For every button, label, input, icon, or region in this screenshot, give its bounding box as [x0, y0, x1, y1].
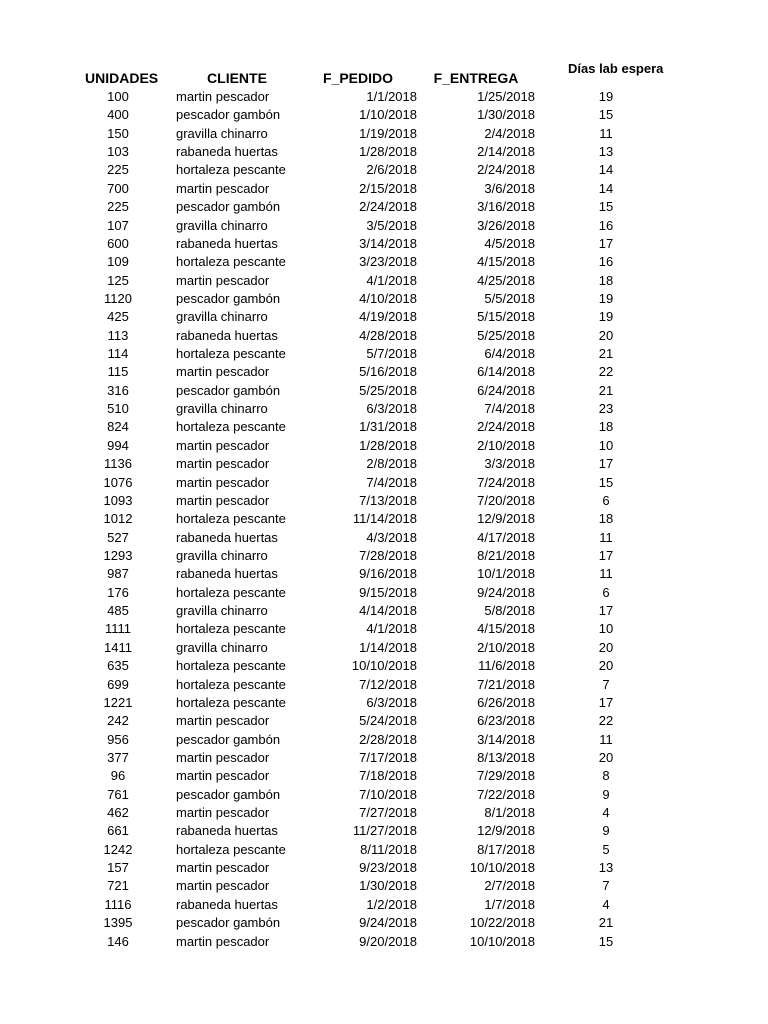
- table-row: [0, 529, 768, 547]
- table-row: [0, 125, 768, 143]
- cell-f-pedido: 9/15/2018: [359, 584, 417, 600]
- cell-f-entrega: 7/20/2018: [477, 492, 535, 508]
- cell-f-pedido: 11/27/2018: [352, 823, 417, 839]
- cell-unidades: 510: [107, 401, 129, 417]
- cell-f-pedido: 1/28/2018: [359, 437, 417, 453]
- cell-f-pedido: 3/23/2018: [359, 254, 417, 270]
- cell-dias-lab-espera: 19: [598, 89, 614, 104]
- cell-unidades: 1116: [104, 896, 132, 912]
- cell-cliente: hortaleza pescante: [176, 254, 286, 270]
- cell-dias-lab-espera: 11: [599, 566, 613, 582]
- cell-dias-lab-espera: 9: [602, 823, 610, 839]
- cell-f-pedido: 5/25/2018: [359, 382, 417, 398]
- cell-unidades: 176: [107, 584, 129, 600]
- cell-f-pedido: 1/19/2018: [359, 125, 417, 141]
- cell-dias-lab-espera: 10: [598, 437, 614, 453]
- cell-unidades: 1076: [103, 474, 133, 490]
- cell-dias-lab-espera: 17: [598, 603, 614, 619]
- cell-f-entrega: 8/13/2018: [477, 749, 535, 765]
- cell-f-pedido: 1/28/2018: [359, 144, 417, 160]
- cell-unidades: 107: [107, 217, 129, 233]
- cell-f-pedido: 1/2/2018: [366, 896, 417, 912]
- cell-unidades: 225: [107, 199, 129, 215]
- cell-f-pedido: 4/3/2018: [366, 529, 417, 545]
- cell-dias-lab-espera: 17: [598, 456, 614, 472]
- table-row: [0, 492, 768, 510]
- table-row: [0, 161, 768, 179]
- cell-cliente: pescador gambón: [176, 382, 281, 398]
- cell-cliente: pescador gambón: [176, 290, 281, 306]
- table-row: [0, 694, 768, 712]
- cell-f-entrega: 5/25/2018: [477, 327, 535, 343]
- table-row: [0, 712, 768, 730]
- cell-cliente: martin pescador: [176, 805, 270, 821]
- cell-cliente: hortaleza pescante: [176, 162, 286, 178]
- cell-cliente: pescador gambón: [176, 731, 281, 747]
- cell-f-pedido: 11/14/2018: [352, 511, 417, 527]
- table-row: [0, 106, 768, 124]
- cell-f-entrega: 2/10/2018: [477, 437, 535, 453]
- cell-f-entrega: 4/5/2018: [484, 235, 535, 251]
- cell-f-entrega: 1/30/2018: [477, 107, 535, 123]
- cell-f-entrega: 6/24/2018: [477, 382, 535, 398]
- cell-f-pedido: 4/28/2018: [359, 327, 417, 343]
- table-row: [0, 565, 768, 583]
- cell-f-entrega: 7/29/2018: [477, 768, 535, 784]
- cell-unidades: 242: [107, 713, 129, 729]
- cell-dias-lab-espera: 14: [598, 180, 614, 196]
- cell-f-pedido: 4/19/2018: [359, 309, 417, 325]
- cell-f-entrega: 4/15/2018: [477, 254, 535, 270]
- cell-cliente: martin pescador: [176, 492, 270, 508]
- cell-unidades: 103: [107, 144, 129, 160]
- cell-dias-lab-espera: 6: [602, 492, 610, 508]
- cell-cliente: rabaneda huertas: [176, 566, 278, 582]
- cell-unidades: 462: [107, 805, 129, 821]
- table-row: [0, 290, 768, 308]
- cell-dias-lab-espera: 15: [598, 199, 614, 215]
- cell-cliente: martin pescador: [176, 713, 270, 729]
- cell-cliente: martin pescador: [176, 437, 270, 453]
- cell-unidades: 721: [107, 878, 129, 894]
- cell-unidades: 1120: [104, 290, 132, 306]
- cell-f-entrega: 1/25/2018: [477, 89, 535, 104]
- cell-dias-lab-espera: 17: [598, 235, 614, 251]
- cell-dias-lab-espera: 15: [598, 474, 614, 490]
- table-row: [0, 253, 768, 271]
- cell-unidades: 635: [107, 658, 129, 674]
- cell-cliente: gravilla chinarro: [176, 547, 268, 563]
- cell-f-pedido: 2/8/2018: [366, 456, 417, 472]
- cell-cliente: rabaneda huertas: [176, 529, 278, 545]
- cell-f-pedido: 2/15/2018: [359, 180, 417, 196]
- cell-f-entrega: 10/1/2018: [477, 566, 535, 582]
- cell-dias-lab-espera: 15: [598, 107, 614, 123]
- header-f-entrega: F_ENTREGA: [433, 70, 519, 86]
- header-unidades: UNIDADES: [85, 70, 159, 86]
- cell-f-entrega: 6/4/2018: [484, 346, 535, 362]
- cell-dias-lab-espera: 13: [598, 860, 614, 876]
- cell-f-entrega: 10/10/2018: [469, 933, 535, 949]
- cell-f-entrega: 6/23/2018: [477, 713, 535, 729]
- cell-f-pedido: 7/13/2018: [359, 492, 417, 508]
- cell-cliente: rabaneda huertas: [176, 823, 278, 839]
- table-row: [0, 400, 768, 418]
- cell-unidades: 994: [107, 437, 129, 453]
- cell-unidades: 1293: [103, 547, 133, 563]
- cell-f-pedido: 2/24/2018: [359, 199, 417, 215]
- table-row: [0, 877, 768, 895]
- table-row: [0, 547, 768, 565]
- cell-dias-lab-espera: 16: [598, 254, 614, 270]
- cell-unidades: 114: [107, 346, 129, 362]
- cell-cliente: hortaleza pescante: [176, 584, 286, 600]
- cell-f-pedido: 2/6/2018: [366, 162, 417, 178]
- cell-f-entrega: 3/3/2018: [484, 456, 535, 472]
- cell-dias-lab-espera: 14: [598, 162, 614, 178]
- cell-f-entrega: 5/5/2018: [484, 290, 535, 306]
- cell-unidades: 1221: [103, 694, 133, 710]
- cell-unidades: 425: [107, 309, 129, 325]
- cell-dias-lab-espera: 13: [598, 144, 614, 160]
- cell-unidades: 600: [107, 235, 129, 251]
- table-row: [0, 143, 768, 161]
- cell-cliente: hortaleza pescante: [176, 621, 286, 637]
- cell-cliente: martin pescador: [176, 456, 270, 472]
- cell-cliente: martin pescador: [176, 89, 270, 104]
- cell-f-entrega: 2/14/2018: [477, 144, 535, 160]
- table-row: [0, 896, 768, 914]
- cell-dias-lab-espera: 21: [598, 382, 614, 398]
- table-row: [0, 235, 768, 253]
- cell-dias-lab-espera: 18: [598, 272, 614, 288]
- table-row: [0, 731, 768, 749]
- table-row: [0, 418, 768, 436]
- cell-cliente: hortaleza pescante: [176, 346, 286, 362]
- table-row: [0, 933, 768, 951]
- cell-f-entrega: 1/7/2018: [484, 896, 535, 912]
- table-row: [0, 584, 768, 602]
- cell-f-pedido: 4/10/2018: [359, 290, 417, 306]
- cell-cliente: martin pescador: [176, 933, 270, 949]
- cell-f-pedido: 9/16/2018: [359, 566, 417, 582]
- cell-dias-lab-espera: 15: [598, 933, 614, 949]
- table-row: [0, 327, 768, 345]
- cell-cliente: martin pescador: [176, 768, 270, 784]
- cell-unidades: 1242: [103, 841, 133, 857]
- table-row: [0, 786, 768, 804]
- cell-f-pedido: 9/20/2018: [359, 933, 417, 949]
- table-row: [0, 272, 768, 290]
- cell-unidades: 157: [107, 860, 129, 876]
- cell-cliente: martin pescador: [176, 749, 270, 765]
- table-row: [0, 382, 768, 400]
- cell-dias-lab-espera: 19: [598, 309, 614, 325]
- cell-f-entrega: 12/9/2018: [477, 823, 535, 839]
- table-row: [0, 88, 768, 106]
- cell-unidades: 700: [107, 180, 129, 196]
- cell-cliente: martin pescador: [176, 474, 270, 490]
- cell-f-pedido: 9/23/2018: [359, 860, 417, 876]
- cell-unidades: 225: [107, 162, 129, 178]
- cell-cliente: gravilla chinarro: [176, 639, 268, 655]
- cell-f-pedido: 1/30/2018: [359, 878, 417, 894]
- cell-f-entrega: 3/16/2018: [477, 199, 535, 215]
- cell-unidades: 956: [107, 731, 129, 747]
- cell-unidades: 1012: [103, 511, 133, 527]
- cell-f-entrega: 4/15/2018: [477, 621, 535, 637]
- cell-dias-lab-espera: 20: [598, 327, 614, 343]
- cell-cliente: gravilla chinarro: [176, 309, 268, 325]
- cell-dias-lab-espera: 20: [598, 749, 614, 765]
- cell-f-entrega: 10/10/2018: [469, 860, 535, 876]
- cell-cliente: hortaleza pescante: [176, 658, 286, 674]
- table-row: [0, 914, 768, 932]
- header-dias-lab-espera: Días lab espera: [568, 61, 664, 76]
- cell-f-entrega: 8/17/2018: [477, 841, 535, 857]
- cell-unidades: 485: [107, 603, 129, 619]
- cell-f-pedido: 1/31/2018: [359, 419, 417, 435]
- cell-f-pedido: 7/18/2018: [359, 768, 417, 784]
- cell-f-pedido: 3/14/2018: [359, 235, 417, 251]
- cell-dias-lab-espera: 7: [602, 676, 610, 692]
- cell-f-entrega: 12/9/2018: [477, 511, 535, 527]
- cell-unidades: 1111: [104, 621, 132, 637]
- cell-f-pedido: 3/5/2018: [366, 217, 417, 233]
- cell-unidades: 109: [107, 254, 129, 270]
- cell-f-entrega: 7/4/2018: [484, 401, 535, 417]
- table-row: [0, 767, 768, 785]
- table-row: [0, 822, 768, 840]
- cell-cliente: pescador gambón: [176, 107, 281, 123]
- cell-dias-lab-espera: 4: [602, 805, 610, 821]
- cell-unidades: 146: [107, 933, 129, 949]
- cell-f-pedido: 7/27/2018: [359, 805, 417, 821]
- table-row: [0, 510, 768, 528]
- cell-f-entrega: 3/26/2018: [477, 217, 535, 233]
- table-row: [0, 363, 768, 381]
- table-row: [0, 859, 768, 877]
- cell-f-pedido: 7/4/2018: [366, 474, 417, 490]
- cell-unidades: 1411: [104, 639, 132, 655]
- cell-f-pedido: 4/1/2018: [366, 621, 417, 637]
- cell-cliente: martin pescador: [176, 180, 270, 196]
- cell-cliente: pescador gambón: [176, 786, 281, 802]
- cell-f-entrega: 4/25/2018: [477, 272, 535, 288]
- cell-dias-lab-espera: 16: [598, 217, 614, 233]
- cell-unidades: 527: [107, 529, 129, 545]
- cell-cliente: gravilla chinarro: [176, 217, 268, 233]
- cell-dias-lab-espera: 17: [598, 547, 614, 563]
- cell-unidades: 377: [107, 749, 129, 765]
- cell-f-entrega: 7/24/2018: [477, 474, 535, 490]
- cell-f-entrega: 3/14/2018: [477, 731, 535, 747]
- cell-cliente: hortaleza pescante: [176, 511, 286, 527]
- cell-f-entrega: 4/17/2018: [477, 529, 535, 545]
- table-row: [0, 620, 768, 638]
- table-body: [0, 88, 768, 951]
- cell-f-entrega: 8/1/2018: [484, 805, 535, 821]
- cell-cliente: gravilla chinarro: [176, 125, 268, 141]
- cell-unidades: 661: [107, 823, 129, 839]
- table-row: [0, 217, 768, 235]
- cell-cliente: rabaneda huertas: [176, 144, 278, 160]
- cell-cliente: martin pescador: [176, 272, 270, 288]
- cell-unidades: 1136: [104, 456, 132, 472]
- cell-cliente: martin pescador: [176, 364, 270, 380]
- table-row: [0, 474, 768, 492]
- cell-unidades: 115: [107, 364, 129, 380]
- cell-f-entrega: 2/24/2018: [477, 419, 535, 435]
- table-row: [0, 455, 768, 473]
- cell-unidades: 113: [107, 327, 129, 343]
- cell-unidades: 824: [107, 419, 129, 435]
- cell-dias-lab-espera: 20: [598, 658, 614, 674]
- cell-f-pedido: 9/24/2018: [359, 915, 417, 931]
- cell-dias-lab-espera: 18: [598, 419, 614, 435]
- cell-f-pedido: 2/28/2018: [359, 731, 417, 747]
- cell-cliente: gravilla chinarro: [176, 603, 268, 619]
- cell-f-pedido: 4/1/2018: [366, 272, 417, 288]
- table-row: [0, 676, 768, 694]
- cell-f-pedido: 1/14/2018: [359, 639, 417, 655]
- cell-cliente: pescador gambón: [176, 199, 281, 215]
- cell-dias-lab-espera: 4: [602, 896, 610, 912]
- cell-unidades: 96: [110, 768, 126, 784]
- cell-cliente: gravilla chinarro: [176, 401, 268, 417]
- cell-dias-lab-espera: 22: [598, 713, 614, 729]
- cell-f-entrega: 6/14/2018: [477, 364, 535, 380]
- table-row: [0, 180, 768, 198]
- cell-cliente: hortaleza pescante: [176, 419, 286, 435]
- table-row: [0, 639, 768, 657]
- cell-dias-lab-espera: 19: [598, 290, 614, 306]
- cell-dias-lab-espera: 10: [598, 621, 614, 637]
- cell-f-pedido: 6/3/2018: [366, 401, 417, 417]
- cell-dias-lab-espera: 18: [598, 511, 614, 527]
- cell-dias-lab-espera: 8: [602, 768, 610, 784]
- cell-dias-lab-espera: 21: [598, 346, 614, 362]
- table-row: [0, 657, 768, 675]
- cell-f-entrega: 7/22/2018: [477, 786, 535, 802]
- cell-f-entrega: 9/24/2018: [477, 584, 535, 600]
- cell-cliente: hortaleza pescante: [176, 841, 286, 857]
- cell-f-entrega: 7/21/2018: [477, 676, 535, 692]
- cell-dias-lab-espera: 9: [602, 786, 610, 802]
- cell-unidades: 987: [107, 566, 129, 582]
- table-row: [0, 437, 768, 455]
- cell-unidades: 316: [107, 382, 129, 398]
- cell-f-pedido: 8/11/2018: [360, 841, 417, 857]
- table-row: [0, 345, 768, 363]
- table-row: [0, 198, 768, 216]
- cell-f-pedido: 7/28/2018: [359, 547, 417, 563]
- cell-unidades: 761: [107, 786, 129, 802]
- cell-dias-lab-espera: 20: [598, 639, 614, 655]
- cell-cliente: pescador gambón: [176, 915, 281, 931]
- cell-f-pedido: 5/16/2018: [359, 364, 417, 380]
- cell-dias-lab-espera: 11: [599, 125, 613, 141]
- table-row: [0, 602, 768, 620]
- table-row: [0, 749, 768, 767]
- cell-f-pedido: 7/10/2018: [359, 786, 417, 802]
- cell-dias-lab-espera: 22: [598, 364, 614, 380]
- cell-unidades: 699: [107, 676, 129, 692]
- cell-f-pedido: 1/10/2018: [359, 107, 417, 123]
- cell-cliente: hortaleza pescante: [176, 694, 286, 710]
- table-row: [0, 804, 768, 822]
- cell-f-pedido: 5/24/2018: [359, 713, 417, 729]
- cell-cliente: rabaneda huertas: [176, 235, 278, 251]
- cell-unidades: 100: [107, 89, 129, 104]
- cell-unidades: 400: [107, 107, 129, 123]
- cell-f-entrega: 8/21/2018: [477, 547, 535, 563]
- cell-dias-lab-espera: 6: [602, 584, 610, 600]
- cell-dias-lab-espera: 7: [602, 878, 610, 894]
- cell-unidades: 125: [107, 272, 129, 288]
- cell-f-pedido: 4/14/2018: [359, 603, 417, 619]
- table-row: [0, 841, 768, 859]
- cell-f-entrega: 6/26/2018: [477, 694, 535, 710]
- cell-f-entrega: 2/7/2018: [484, 878, 535, 894]
- cell-dias-lab-espera: 11: [599, 731, 613, 747]
- cell-f-entrega: 2/10/2018: [477, 639, 535, 655]
- cell-dias-lab-espera: 23: [598, 401, 614, 417]
- cell-cliente: rabaneda huertas: [176, 327, 278, 343]
- cell-dias-lab-espera: 5: [602, 841, 610, 857]
- cell-dias-lab-espera: 17: [598, 694, 614, 710]
- header-f-pedido: F_PEDIDO: [322, 70, 393, 86]
- cell-f-entrega: 2/24/2018: [477, 162, 535, 178]
- cell-f-pedido: 6/3/2018: [366, 694, 417, 710]
- cell-f-entrega: 5/15/2018: [477, 309, 535, 325]
- cell-cliente: martin pescador: [176, 878, 270, 894]
- cell-f-entrega: 11/6/2018: [478, 658, 535, 674]
- cell-f-pedido: 10/10/2018: [351, 658, 417, 674]
- cell-unidades: 1395: [103, 915, 133, 931]
- cell-f-entrega: 10/22/2018: [469, 915, 535, 931]
- cell-dias-lab-espera: 21: [598, 915, 614, 931]
- cell-unidades: 150: [107, 125, 129, 141]
- cell-f-pedido: 5/7/2018: [366, 346, 417, 362]
- cell-f-pedido: 1/1/2018: [366, 89, 417, 104]
- header-cliente: CLIENTE: [207, 70, 267, 86]
- cell-f-entrega: 5/8/2018: [484, 603, 535, 619]
- cell-cliente: martin pescador: [176, 860, 270, 876]
- cell-dias-lab-espera: 11: [599, 529, 613, 545]
- cell-f-entrega: 2/4/2018: [484, 125, 535, 141]
- cell-cliente: rabaneda huertas: [176, 896, 278, 912]
- table-row: [0, 308, 768, 326]
- cell-f-pedido: 7/17/2018: [359, 749, 417, 765]
- cell-f-entrega: 3/6/2018: [484, 180, 535, 196]
- cell-f-pedido: 7/12/2018: [359, 676, 417, 692]
- cell-cliente: hortaleza pescante: [176, 676, 286, 692]
- cell-unidades: 1093: [103, 492, 133, 508]
